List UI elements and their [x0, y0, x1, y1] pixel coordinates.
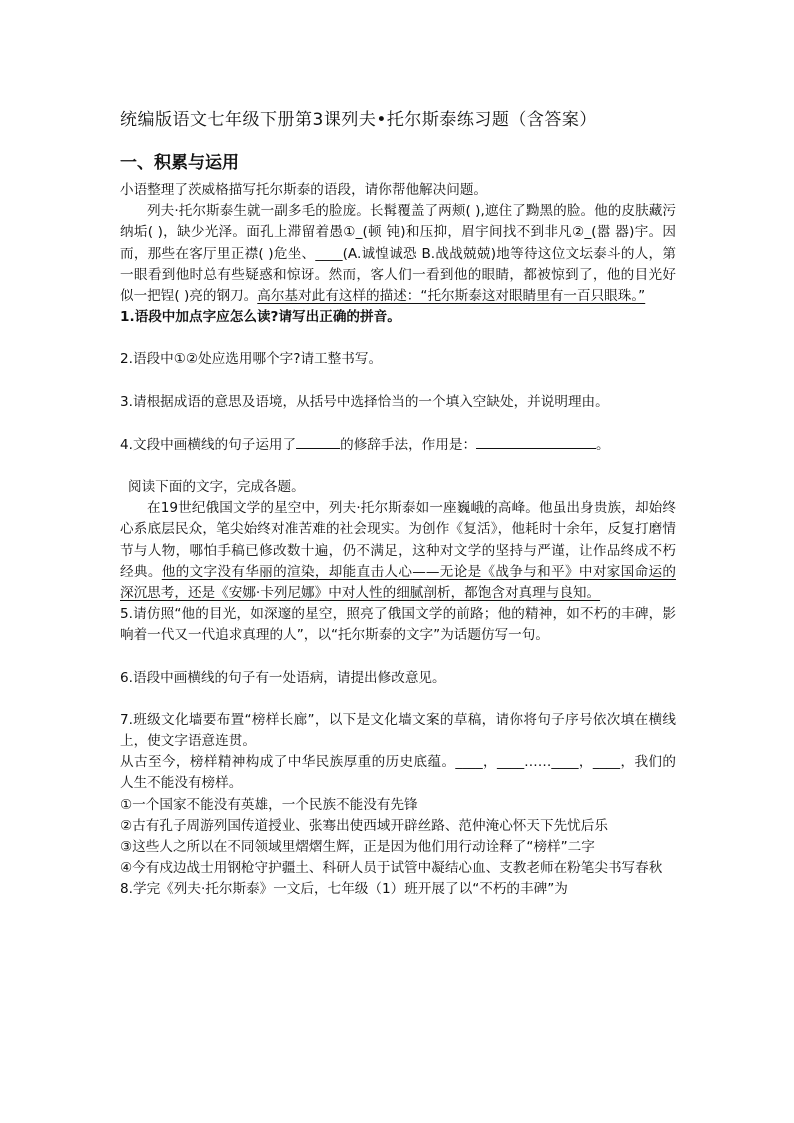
- question-2: 2.语段中①②处应选用哪个字?请工整书写。: [120, 351, 383, 368]
- question-4-text-b: 的修辞手法，作用是：: [340, 436, 477, 453]
- passage-1-text: 列夫·托尔斯泰生就一副多毛的脸庞。长髯覆盖了两颊( ),遮住了黝黑的脸。他的皮肤藏污纳垢( )，缺少光泽。面孔上滞留着愚①_(顿 钝)和压抑，眉宇间找不到非凡②_(嚣 器)宇。因而，那些在客厅里正襟( )危坐、____(A.诚惶诚恐 B.战战兢兢)地等待这位文坛泰斗的人，第一眼看到他时总有些疑惑和惊讶。然而，客人们一看到他的眼睛，都被惊到了，他的目光好似一把锃( )亮的钢刀。: [120, 203, 676, 305]
- question-4: [120, 434, 676, 456]
- document-title: 统编版语文七年级下册第3课列夫•托尔斯泰练习题（含答案）: [120, 110, 597, 130]
- list-item: ①一个国家不能没有英雄，一个民族不能没有先锋: [120, 796, 418, 813]
- question-1: [120, 307, 676, 328]
- passage-2-underlined: 他的文字没有华丽的渲染，却能直击人心——无论是《战争与和平》中对家国命运的深沉思考，还是《安娜·卡列尼娜》中对人性的细腻剖析，都饱含对真理与良知。: [120, 563, 676, 602]
- question-5: 5.请仿照“他的目光，如深邃的星空，照亮了俄国文学的前路；他的精神，如不朽的丰碑，影响着一代又一代追求真理的人”，以“托尔斯泰的文字”为话题仿写一句。: [120, 606, 676, 644]
- question-4-text-c: 。: [596, 436, 610, 453]
- passage-1-underlined: 高尔基对此有这样的描述：“托尔斯泰这对眼睛里有一百只眼珠。”: [257, 288, 646, 305]
- question-4-text-a: 4.文段中画横线的句子运用了: [120, 436, 297, 453]
- reading-intro: 阅读下面的文字，完成各题。: [128, 479, 305, 496]
- answer-blank[interactable]: [296, 434, 340, 449]
- question-7-draft: 从古至今，榜样精神构成了中华民族厚重的历史底蕴。____，____……____，____，我们的人生不能没有榜样。: [120, 754, 676, 792]
- intro-text: 小语整理了茨威格描写托尔斯泰的语段，请你帮他解决问题。: [120, 182, 488, 198]
- question-1-text: 1.语段中加点字应怎么读?请写出正确的拼音。: [120, 309, 401, 326]
- passage-2: [120, 498, 676, 604]
- section-heading: 一、积累与运用: [120, 153, 239, 173]
- list-item: ③这些人之所以在不同领域里熠熠生辉，正是因为他们用行动诠释了“榜样”二字: [120, 839, 595, 856]
- passage-2-text: 在19世纪俄国文学的星空中，列夫·托尔斯泰如一座巍峨的高峰。他虽出身贵族，却始终心系底层民众，笔尖始终对准苦难的社会现实。为创作《复活》，他耗时十余年，反复打磨情节与人物，哪怕手稿已修改数十遍，仍不满足，这种对文学的坚持与严谨，让作品终成不朽经典。: [120, 500, 676, 580]
- question-7: 7.班级文化墙要布置“榜样长廊”，以下是文化墙文案的草稿，请你将句子序号依次填在横线上，使文字语意连贯。: [120, 711, 676, 750]
- question-8: 8.学完《列夫·托尔斯泰》一文后，七年级（1）班开展了以“不朽的丰碑”为: [120, 881, 568, 898]
- list-item: ④今有戍边战士用钢枪守护疆土、科研人员于试管中凝结心血、支教老师在粉笔尖书写春秋: [120, 860, 663, 877]
- list-item: ②古有孔子周游列国传道授业、张骞出使西域开辟丝路、范仲淹心怀天下先忧后乐: [120, 817, 608, 834]
- question-6: 6.语段中画横线的句子有一处语病，请提出修改意见。: [120, 669, 446, 686]
- document-body: [120, 180, 676, 901]
- question-3: 3.请根据成语的意思及语境，从括号中选择恰当的一个填入空缺处，并说明理由。: [120, 393, 609, 410]
- answer-blank[interactable]: [476, 434, 596, 449]
- passage-1: [120, 201, 676, 307]
